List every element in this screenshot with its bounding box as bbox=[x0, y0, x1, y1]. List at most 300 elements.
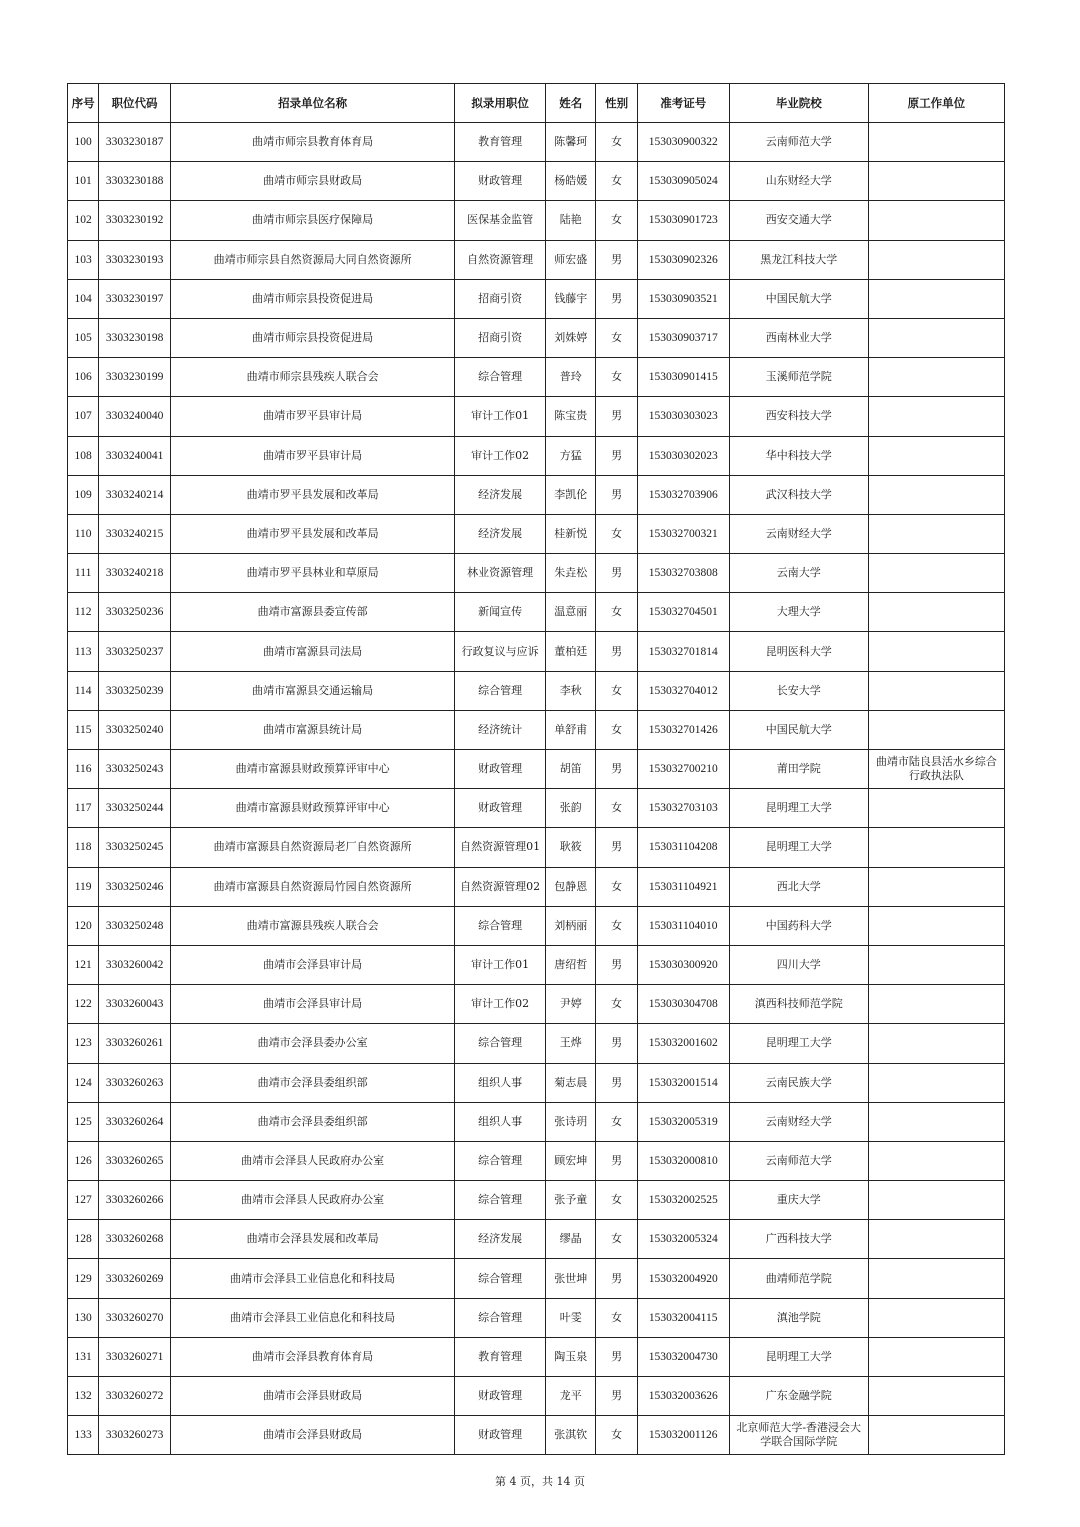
cell-gender: 女 bbox=[596, 1220, 637, 1259]
cell-seq: 108 bbox=[68, 436, 99, 475]
table-row bbox=[68, 1141, 1005, 1180]
cell-gender: 男 bbox=[596, 1377, 637, 1416]
cell-position: 综合管理 bbox=[455, 1259, 546, 1298]
cell-name: 刘柄丽 bbox=[546, 906, 596, 945]
cell-seq: 121 bbox=[68, 945, 99, 984]
cell-name: 尹婷 bbox=[546, 985, 596, 1024]
cell-name: 普玲 bbox=[546, 358, 596, 397]
cell-seq: 127 bbox=[68, 1181, 99, 1220]
cell-seq: 125 bbox=[68, 1102, 99, 1141]
cell-position-code: 3303250243 bbox=[99, 750, 171, 789]
cell-gender: 男 bbox=[596, 945, 637, 984]
cell-name: 胡笛 bbox=[546, 750, 596, 789]
header-seq: 序号 bbox=[68, 84, 99, 123]
header-unit-name: 招录单位名称 bbox=[170, 84, 454, 123]
cell-gender: 女 bbox=[596, 358, 637, 397]
cell-ticket: 153032704012 bbox=[637, 671, 729, 710]
cell-name: 张世坤 bbox=[546, 1259, 596, 1298]
cell-former-unit bbox=[868, 1063, 1004, 1102]
cell-position: 综合管理 bbox=[455, 671, 546, 710]
cell-former-unit bbox=[868, 162, 1004, 201]
cell-position: 综合管理 bbox=[455, 1181, 546, 1220]
cell-former-unit bbox=[868, 1141, 1004, 1180]
cell-unit-name: 曲靖市会泽县审计局 bbox=[170, 945, 454, 984]
cell-former-unit bbox=[868, 789, 1004, 828]
cell-gender: 女 bbox=[596, 710, 637, 749]
cell-name: 张韵 bbox=[546, 789, 596, 828]
cell-school: 曲靖师范学院 bbox=[729, 1259, 868, 1298]
cell-gender: 女 bbox=[596, 671, 637, 710]
cell-unit-name: 曲靖市师宗县自然资源局大同自然资源所 bbox=[170, 240, 454, 279]
cell-ticket: 153031104010 bbox=[637, 906, 729, 945]
header-gender: 性别 bbox=[596, 84, 637, 123]
cell-position: 财政管理 bbox=[455, 162, 546, 201]
cell-former-unit bbox=[868, 279, 1004, 318]
cell-unit-name: 曲靖市师宗县投资促进局 bbox=[170, 318, 454, 357]
cell-former-unit bbox=[868, 1416, 1004, 1455]
cell-gender: 女 bbox=[596, 906, 637, 945]
cell-school: 西安交通大学 bbox=[729, 201, 868, 240]
cell-gender: 男 bbox=[596, 1024, 637, 1063]
cell-name: 李凯伦 bbox=[546, 475, 596, 514]
cell-seq: 124 bbox=[68, 1063, 99, 1102]
cell-unit-name: 曲靖市师宗县财政局 bbox=[170, 162, 454, 201]
cell-former-unit bbox=[868, 671, 1004, 710]
cell-position-code: 3303230198 bbox=[99, 318, 171, 357]
cell-gender: 男 bbox=[596, 1141, 637, 1180]
cell-seq: 106 bbox=[68, 358, 99, 397]
cell-position: 医保基金监管 bbox=[455, 201, 546, 240]
cell-name: 张诗玥 bbox=[546, 1102, 596, 1141]
cell-former-unit bbox=[868, 828, 1004, 867]
cell-school: 中国民航大学 bbox=[729, 710, 868, 749]
cell-position: 经济统计 bbox=[455, 710, 546, 749]
cell-position: 经济发展 bbox=[455, 514, 546, 553]
cell-seq: 112 bbox=[68, 593, 99, 632]
cell-ticket: 153032005319 bbox=[637, 1102, 729, 1141]
cell-gender: 女 bbox=[596, 985, 637, 1024]
cell-seq: 131 bbox=[68, 1337, 99, 1376]
cell-school: 昆明理工大学 bbox=[729, 828, 868, 867]
cell-position: 审计工作02 bbox=[455, 985, 546, 1024]
cell-position-code: 3303230187 bbox=[99, 123, 171, 162]
cell-seq: 104 bbox=[68, 279, 99, 318]
cell-former-unit bbox=[868, 710, 1004, 749]
cell-seq: 120 bbox=[68, 906, 99, 945]
table-row bbox=[68, 1259, 1005, 1298]
cell-position-code: 3303250240 bbox=[99, 710, 171, 749]
cell-seq: 133 bbox=[68, 1416, 99, 1455]
cell-gender: 女 bbox=[596, 593, 637, 632]
table-row bbox=[68, 1377, 1005, 1416]
cell-name: 董柏廷 bbox=[546, 632, 596, 671]
cell-name: 陶玉泉 bbox=[546, 1337, 596, 1376]
cell-former-unit: 曲靖市陆良县活水乡综合行政执法队 bbox=[868, 750, 1004, 789]
cell-former-unit bbox=[868, 397, 1004, 436]
cell-unit-name: 曲靖市富源县交通运输局 bbox=[170, 671, 454, 710]
cell-ticket: 153032001602 bbox=[637, 1024, 729, 1063]
cell-seq: 116 bbox=[68, 750, 99, 789]
table-row bbox=[68, 750, 1005, 789]
cell-position: 经济发展 bbox=[455, 475, 546, 514]
cell-unit-name: 曲靖市罗平县审计局 bbox=[170, 436, 454, 475]
cell-seq: 111 bbox=[68, 554, 99, 593]
table-row bbox=[68, 1416, 1005, 1455]
cell-gender: 女 bbox=[596, 514, 637, 553]
cell-former-unit bbox=[868, 1181, 1004, 1220]
cell-gender: 男 bbox=[596, 240, 637, 279]
cell-seq: 107 bbox=[68, 397, 99, 436]
table-row bbox=[68, 279, 1005, 318]
cell-unit-name: 曲靖市会泽县发展和改革局 bbox=[170, 1220, 454, 1259]
cell-gender: 女 bbox=[596, 123, 637, 162]
cell-school: 昆明理工大学 bbox=[729, 1024, 868, 1063]
table-row bbox=[68, 593, 1005, 632]
cell-position: 综合管理 bbox=[455, 358, 546, 397]
cell-gender: 男 bbox=[596, 279, 637, 318]
cell-former-unit bbox=[868, 514, 1004, 553]
cell-position-code: 3303260271 bbox=[99, 1337, 171, 1376]
cell-seq: 128 bbox=[68, 1220, 99, 1259]
cell-ticket: 153032700210 bbox=[637, 750, 729, 789]
cell-school: 玉溪师范学院 bbox=[729, 358, 868, 397]
cell-gender: 男 bbox=[596, 1063, 637, 1102]
cell-ticket: 153030303023 bbox=[637, 397, 729, 436]
table-row bbox=[68, 906, 1005, 945]
cell-ticket: 153030302023 bbox=[637, 436, 729, 475]
cell-position-code: 3303260042 bbox=[99, 945, 171, 984]
cell-name: 钱藤宇 bbox=[546, 279, 596, 318]
cell-ticket: 153032701814 bbox=[637, 632, 729, 671]
cell-ticket: 153032703906 bbox=[637, 475, 729, 514]
cell-ticket: 153032703103 bbox=[637, 789, 729, 828]
cell-seq: 129 bbox=[68, 1259, 99, 1298]
cell-school: 西安科技大学 bbox=[729, 397, 868, 436]
cell-name: 方猛 bbox=[546, 436, 596, 475]
cell-position-code: 3303250237 bbox=[99, 632, 171, 671]
table-row bbox=[68, 240, 1005, 279]
cell-unit-name: 曲靖市师宗县投资促进局 bbox=[170, 279, 454, 318]
table-row bbox=[68, 1024, 1005, 1063]
cell-position: 自然资源管理01 bbox=[455, 828, 546, 867]
cell-seq: 130 bbox=[68, 1298, 99, 1337]
cell-position: 组织人事 bbox=[455, 1063, 546, 1102]
table-row bbox=[68, 867, 1005, 906]
cell-unit-name: 曲靖市富源县自然资源局竹园自然资源所 bbox=[170, 867, 454, 906]
cell-seq: 100 bbox=[68, 123, 99, 162]
cell-seq: 118 bbox=[68, 828, 99, 867]
cell-unit-name: 曲靖市罗平县审计局 bbox=[170, 397, 454, 436]
cell-name: 陆艳 bbox=[546, 201, 596, 240]
cell-name: 张淇钦 bbox=[546, 1416, 596, 1455]
cell-seq: 109 bbox=[68, 475, 99, 514]
cell-school: 北京师范大学-香港浸会大学联合国际学院 bbox=[729, 1416, 868, 1455]
cell-position-code: 3303230199 bbox=[99, 358, 171, 397]
header-ticket: 准考证号 bbox=[637, 84, 729, 123]
cell-position: 林业资源管理 bbox=[455, 554, 546, 593]
cell-name: 朱垚松 bbox=[546, 554, 596, 593]
cell-school: 滇西科技师范学院 bbox=[729, 985, 868, 1024]
cell-former-unit bbox=[868, 867, 1004, 906]
cell-school: 广西科技大学 bbox=[729, 1220, 868, 1259]
cell-former-unit bbox=[868, 1259, 1004, 1298]
cell-gender: 女 bbox=[596, 201, 637, 240]
cell-former-unit bbox=[868, 123, 1004, 162]
cell-seq: 101 bbox=[68, 162, 99, 201]
cell-position: 自然资源管理 bbox=[455, 240, 546, 279]
cell-position: 综合管理 bbox=[455, 1298, 546, 1337]
cell-unit-name: 曲靖市罗平县发展和改革局 bbox=[170, 475, 454, 514]
cell-school: 滇池学院 bbox=[729, 1298, 868, 1337]
cell-school: 黑龙江科技大学 bbox=[729, 240, 868, 279]
table-row bbox=[68, 475, 1005, 514]
cell-gender: 男 bbox=[596, 1337, 637, 1376]
cell-position: 组织人事 bbox=[455, 1102, 546, 1141]
roster-table bbox=[67, 83, 1005, 1455]
cell-unit-name: 曲靖市师宗县医疗保障局 bbox=[170, 201, 454, 240]
cell-position-code: 3303240041 bbox=[99, 436, 171, 475]
table-row bbox=[68, 397, 1005, 436]
cell-unit-name: 曲靖市富源县自然资源局老厂自然资源所 bbox=[170, 828, 454, 867]
cell-ticket: 153030901415 bbox=[637, 358, 729, 397]
cell-position: 审计工作01 bbox=[455, 945, 546, 984]
cell-gender: 男 bbox=[596, 632, 637, 671]
cell-position: 财政管理 bbox=[455, 789, 546, 828]
cell-name: 包静恩 bbox=[546, 867, 596, 906]
cell-name: 师宏盛 bbox=[546, 240, 596, 279]
cell-unit-name: 曲靖市富源县委宣传部 bbox=[170, 593, 454, 632]
cell-school: 莆田学院 bbox=[729, 750, 868, 789]
header-position: 拟录用职位 bbox=[455, 84, 546, 123]
table-row bbox=[68, 1220, 1005, 1259]
cell-position-code: 3303250244 bbox=[99, 789, 171, 828]
table-row bbox=[68, 985, 1005, 1024]
cell-position-code: 3303230192 bbox=[99, 201, 171, 240]
cell-unit-name: 曲靖市师宗县教育体育局 bbox=[170, 123, 454, 162]
cell-position-code: 3303260261 bbox=[99, 1024, 171, 1063]
cell-position: 自然资源管理02 bbox=[455, 867, 546, 906]
cell-seq: 122 bbox=[68, 985, 99, 1024]
cell-ticket: 153030903521 bbox=[637, 279, 729, 318]
cell-name: 缪晶 bbox=[546, 1220, 596, 1259]
header-former-unit: 原工作单位 bbox=[868, 84, 1004, 123]
cell-school: 山东财经大学 bbox=[729, 162, 868, 201]
cell-school: 四川大学 bbox=[729, 945, 868, 984]
cell-position-code: 3303250245 bbox=[99, 828, 171, 867]
cell-gender: 男 bbox=[596, 828, 637, 867]
cell-seq: 132 bbox=[68, 1377, 99, 1416]
table-row bbox=[68, 318, 1005, 357]
cell-position: 审计工作02 bbox=[455, 436, 546, 475]
cell-former-unit bbox=[868, 1220, 1004, 1259]
cell-position-code: 3303250246 bbox=[99, 867, 171, 906]
cell-ticket: 153030900322 bbox=[637, 123, 729, 162]
cell-position: 行政复议与应诉 bbox=[455, 632, 546, 671]
cell-name: 龙平 bbox=[546, 1377, 596, 1416]
cell-gender: 女 bbox=[596, 1298, 637, 1337]
cell-unit-name: 曲靖市富源县财政预算评审中心 bbox=[170, 750, 454, 789]
cell-school: 云南民族大学 bbox=[729, 1063, 868, 1102]
table-row bbox=[68, 162, 1005, 201]
cell-school: 重庆大学 bbox=[729, 1181, 868, 1220]
cell-ticket: 153032003626 bbox=[637, 1377, 729, 1416]
table-row bbox=[68, 1298, 1005, 1337]
cell-seq: 126 bbox=[68, 1141, 99, 1180]
cell-former-unit bbox=[868, 318, 1004, 357]
cell-gender: 男 bbox=[596, 436, 637, 475]
cell-name: 王烨 bbox=[546, 1024, 596, 1063]
cell-ticket: 153032001126 bbox=[637, 1416, 729, 1455]
cell-ticket: 153031104921 bbox=[637, 867, 729, 906]
cell-school: 云南师范大学 bbox=[729, 1141, 868, 1180]
cell-seq: 123 bbox=[68, 1024, 99, 1063]
cell-seq: 115 bbox=[68, 710, 99, 749]
cell-unit-name: 曲靖市会泽县审计局 bbox=[170, 985, 454, 1024]
cell-school: 华中科技大学 bbox=[729, 436, 868, 475]
cell-position-code: 3303240215 bbox=[99, 514, 171, 553]
cell-position-code: 3303230197 bbox=[99, 279, 171, 318]
cell-unit-name: 曲靖市会泽县人民政府办公室 bbox=[170, 1181, 454, 1220]
cell-unit-name: 曲靖市会泽县财政局 bbox=[170, 1416, 454, 1455]
cell-former-unit bbox=[868, 1024, 1004, 1063]
cell-school: 昆明理工大学 bbox=[729, 1337, 868, 1376]
cell-unit-name: 曲靖市富源县财政预算评审中心 bbox=[170, 789, 454, 828]
cell-ticket: 153030905024 bbox=[637, 162, 729, 201]
cell-position: 财政管理 bbox=[455, 1377, 546, 1416]
cell-former-unit bbox=[868, 985, 1004, 1024]
cell-unit-name: 曲靖市会泽县委办公室 bbox=[170, 1024, 454, 1063]
cell-ticket: 153032004730 bbox=[637, 1337, 729, 1376]
cell-gender: 男 bbox=[596, 475, 637, 514]
cell-position: 招商引资 bbox=[455, 279, 546, 318]
cell-gender: 女 bbox=[596, 162, 637, 201]
cell-former-unit bbox=[868, 1102, 1004, 1141]
table-row bbox=[68, 514, 1005, 553]
cell-seq: 117 bbox=[68, 789, 99, 828]
cell-seq: 105 bbox=[68, 318, 99, 357]
table-row bbox=[68, 632, 1005, 671]
cell-unit-name: 曲靖市会泽县工业信息化和科技局 bbox=[170, 1298, 454, 1337]
cell-position-code: 3303240218 bbox=[99, 554, 171, 593]
cell-name: 张予童 bbox=[546, 1181, 596, 1220]
cell-former-unit bbox=[868, 1337, 1004, 1376]
cell-seq: 110 bbox=[68, 514, 99, 553]
cell-former-unit bbox=[868, 945, 1004, 984]
cell-school: 长安大学 bbox=[729, 671, 868, 710]
cell-school: 中国民航大学 bbox=[729, 279, 868, 318]
cell-unit-name: 曲靖市罗平县林业和草原局 bbox=[170, 554, 454, 593]
header-position-code: 职位代码 bbox=[99, 84, 171, 123]
cell-former-unit bbox=[868, 906, 1004, 945]
table-header bbox=[68, 84, 1005, 123]
cell-school: 昆明医科大学 bbox=[729, 632, 868, 671]
cell-gender: 男 bbox=[596, 397, 637, 436]
cell-school: 广东金融学院 bbox=[729, 1377, 868, 1416]
cell-gender: 女 bbox=[596, 789, 637, 828]
header-school: 毕业院校 bbox=[729, 84, 868, 123]
cell-ticket: 153032703808 bbox=[637, 554, 729, 593]
cell-position: 教育管理 bbox=[455, 123, 546, 162]
cell-school: 云南财经大学 bbox=[729, 514, 868, 553]
cell-ticket: 153031104208 bbox=[637, 828, 729, 867]
cell-ticket: 153030903717 bbox=[637, 318, 729, 357]
cell-position-code: 3303240214 bbox=[99, 475, 171, 514]
cell-position-code: 3303260263 bbox=[99, 1063, 171, 1102]
cell-seq: 113 bbox=[68, 632, 99, 671]
cell-former-unit bbox=[868, 1377, 1004, 1416]
cell-position-code: 3303260272 bbox=[99, 1377, 171, 1416]
cell-former-unit bbox=[868, 436, 1004, 475]
cell-position: 综合管理 bbox=[455, 906, 546, 945]
cell-former-unit bbox=[868, 593, 1004, 632]
cell-unit-name: 曲靖市会泽县委组织部 bbox=[170, 1102, 454, 1141]
cell-position: 经济发展 bbox=[455, 1220, 546, 1259]
cell-position: 新闻宣传 bbox=[455, 593, 546, 632]
cell-gender: 男 bbox=[596, 554, 637, 593]
cell-name: 顾宏坤 bbox=[546, 1141, 596, 1180]
cell-school: 武汉科技大学 bbox=[729, 475, 868, 514]
cell-ticket: 153032004115 bbox=[637, 1298, 729, 1337]
cell-ticket: 153032701426 bbox=[637, 710, 729, 749]
cell-gender: 男 bbox=[596, 1259, 637, 1298]
page-footer: 第 4 页，共 14 页 bbox=[495, 1475, 585, 1488]
cell-ticket: 153032001514 bbox=[637, 1063, 729, 1102]
cell-unit-name: 曲靖市会泽县委组织部 bbox=[170, 1063, 454, 1102]
cell-former-unit bbox=[868, 358, 1004, 397]
cell-position: 审计工作01 bbox=[455, 397, 546, 436]
cell-unit-name: 曲靖市会泽县财政局 bbox=[170, 1377, 454, 1416]
cell-name: 李秋 bbox=[546, 671, 596, 710]
cell-position-code: 3303260264 bbox=[99, 1102, 171, 1141]
cell-position-code: 3303230188 bbox=[99, 162, 171, 201]
header-row bbox=[68, 84, 1005, 123]
cell-school: 昆明理工大学 bbox=[729, 789, 868, 828]
cell-position-code: 3303260273 bbox=[99, 1416, 171, 1455]
cell-position: 教育管理 bbox=[455, 1337, 546, 1376]
table-row bbox=[68, 123, 1005, 162]
cell-unit-name: 曲靖市会泽县人民政府办公室 bbox=[170, 1141, 454, 1180]
cell-name: 刘姝婷 bbox=[546, 318, 596, 357]
cell-unit-name: 曲靖市会泽县教育体育局 bbox=[170, 1337, 454, 1376]
cell-position-code: 3303260268 bbox=[99, 1220, 171, 1259]
cell-gender: 女 bbox=[596, 1102, 637, 1141]
cell-gender: 女 bbox=[596, 1181, 637, 1220]
cell-former-unit bbox=[868, 1298, 1004, 1337]
cell-unit-name: 曲靖市富源县统计局 bbox=[170, 710, 454, 749]
cell-ticket: 153032000810 bbox=[637, 1141, 729, 1180]
table-row bbox=[68, 1337, 1005, 1376]
cell-ticket: 153030300920 bbox=[637, 945, 729, 984]
table-row bbox=[68, 358, 1005, 397]
cell-unit-name: 曲靖市师宗县残疾人联合会 bbox=[170, 358, 454, 397]
table-body bbox=[68, 123, 1005, 1455]
cell-unit-name: 曲靖市富源县司法局 bbox=[170, 632, 454, 671]
cell-seq: 102 bbox=[68, 201, 99, 240]
cell-ticket: 153032002525 bbox=[637, 1181, 729, 1220]
cell-former-unit bbox=[868, 201, 1004, 240]
cell-position: 财政管理 bbox=[455, 750, 546, 789]
cell-ticket: 153030901723 bbox=[637, 201, 729, 240]
cell-ticket: 153032700321 bbox=[637, 514, 729, 553]
cell-former-unit bbox=[868, 554, 1004, 593]
cell-name: 单舒甫 bbox=[546, 710, 596, 749]
cell-gender: 女 bbox=[596, 318, 637, 357]
cell-ticket: 153032004920 bbox=[637, 1259, 729, 1298]
cell-school: 西北大学 bbox=[729, 867, 868, 906]
table-row bbox=[68, 1063, 1005, 1102]
cell-ticket: 153030902326 bbox=[637, 240, 729, 279]
cell-seq: 119 bbox=[68, 867, 99, 906]
